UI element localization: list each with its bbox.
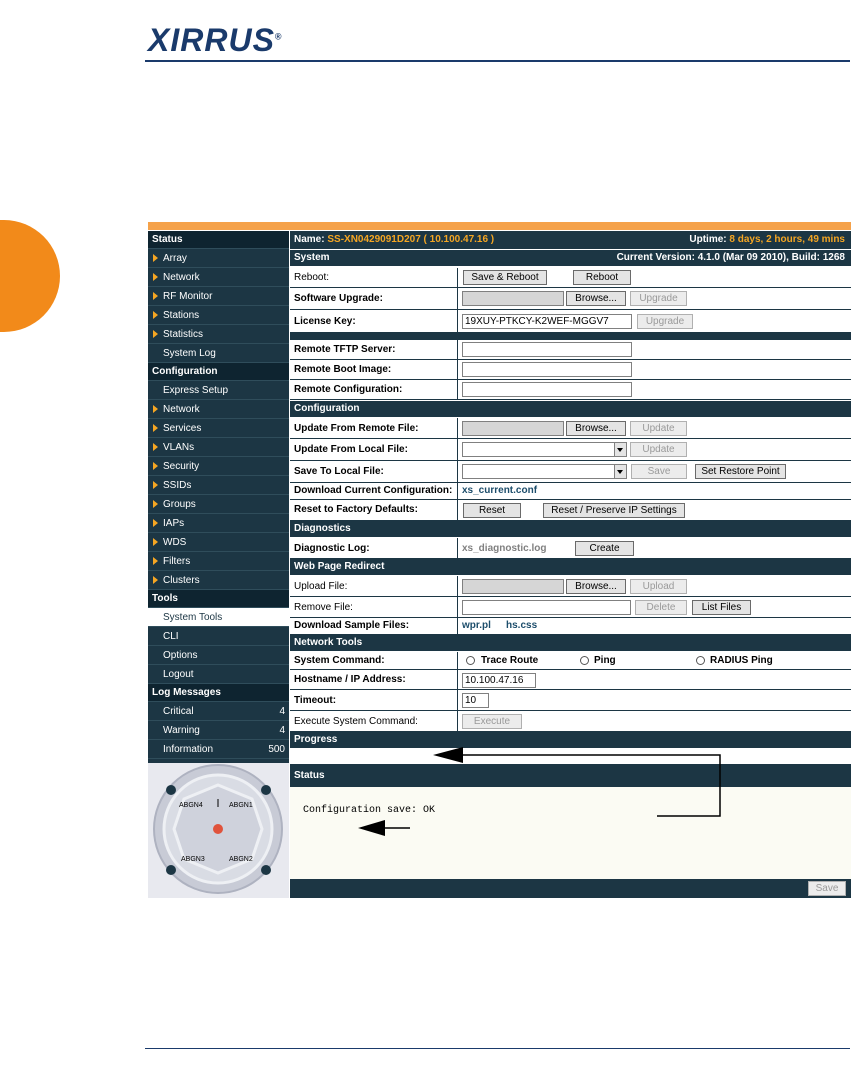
row-software-upgrade: Software Upgrade: Browse... Upgrade [290,288,851,310]
row-tftp-server: Remote TFTP Server: [290,340,851,360]
sidebar-item-label: Filters [163,556,191,567]
timeout-input[interactable]: 10 [462,693,489,708]
row-license-key: License Key: 19XUY-PTKCY-K2WEF-MGGV7 Upgrade [290,310,851,333]
upgrade-button[interactable]: Upgrade [630,291,687,306]
row-remote-configuration: Remote Configuration: [290,380,851,400]
trace-route-label: Trace Route [481,655,539,666]
sidebar-item-label: Network [163,272,200,283]
remote-update-button[interactable]: Update [630,421,687,436]
sidebar-item-label: RF Monitor [163,291,213,302]
row-remove-file: Remove File: Delete List Files [290,597,851,618]
row-update-remote: Update From Remote File: Browse... Update [290,418,851,439]
sidebar-item-label: VLANs [163,442,195,453]
map-label-abgn2: ABGN2 [229,856,253,863]
progress-callout-line [462,755,720,816]
reboot-button[interactable]: Reboot [573,270,631,285]
sidebar-item-label: Stations [163,310,200,321]
section-diagnostics: Diagnostics [290,521,851,537]
row-factory-reset: Reset to Factory Defaults: Reset Reset / Preserve IP Settings [290,500,851,521]
save-reboot-button[interactable]: Save & Reboot [463,270,547,285]
download-config-link[interactable]: xs_current.conf [462,485,538,496]
sidebar-item-label: Groups [163,499,196,510]
row-execute: Execute System Command: Execute [290,711,851,732]
sample-file-hs-link[interactable]: hs.css [506,620,538,631]
create-button[interactable]: Create [575,541,634,556]
log-count-badge: 4 [279,725,285,736]
delete-button[interactable]: Delete [635,600,687,615]
row-timeout: Timeout: 10 [290,690,851,711]
sidebar-item-label: System Log [163,348,216,359]
remote-browse-button[interactable]: Browse... [566,421,626,436]
sidebar-item-label: Logout [163,669,194,680]
status-message: Configuration save: OK [303,805,436,816]
row-upload-file: Upload File: Browse... Upload [290,576,851,597]
uptime-value: 8 days, 2 hours, 49 mins [729,234,845,245]
current-version: Current Version: 4.1.0 (Mar 09 2010), Build: 1268 [616,252,845,263]
section-network-tools: Network Tools [290,635,851,651]
sidebar-item-label: Statistics [163,329,204,340]
sidebar-item-label: Services [163,423,202,434]
row-sample-files: Download Sample Files: wpr.pl hs.css [290,618,851,635]
sidebar-item-label: Express Setup [163,385,229,396]
upload-button[interactable]: Upload [630,579,687,594]
row-diagnostic-log: Diagnostic Log: xs_diagnostic.log Create [290,538,851,559]
footer-rule [145,1048,850,1049]
row-reboot: Reboot: Save & Reboot Reboot [290,268,851,288]
row-update-local: Update From Local File: Update [290,439,851,461]
sidebar-item-label: Clusters [163,575,200,586]
row-boot-image: Remote Boot Image: [290,360,851,380]
section-progress: Progress [290,732,851,748]
reset-button[interactable]: Reset [463,503,521,518]
list-files-button[interactable]: List Files [692,600,751,615]
execute-button[interactable]: Execute [462,714,522,729]
log-count-badge: 500 [268,744,285,755]
sidebar-group-tools: Tools [148,590,289,608]
save-local-button[interactable]: Save [631,464,687,479]
sidebar-item-label: Options [163,650,198,661]
sidebar-item-label: Critical [163,706,194,717]
sidebar-group-configuration: Configuration [148,363,289,381]
section-web-page-redirect: Web Page Redirect [290,559,851,575]
map-label-abgn1: ABGN1 [229,802,253,809]
section-status: Status [290,765,851,787]
local-update-button[interactable]: Update [630,442,687,457]
reset-preserve-ip-button[interactable]: Reset / Preserve IP Settings [543,503,685,518]
sidebar-item-label: Warning [163,725,200,736]
row-download-config: Download Current Configuration: xs_current.conf [290,483,851,500]
set-restore-point-button[interactable]: Set Restore Point [695,464,786,479]
sidebar-group-status: Status [148,231,289,249]
radius-ping-label: RADIUS Ping [710,655,773,666]
license-key-input[interactable]: 19XUY-PTKCY-K2WEF-MGGV7 [462,314,632,329]
license-upgrade-button[interactable]: Upgrade [637,314,693,329]
section-system: System Current Version: 4.1.0 (Mar 09 2010), Build: 1268 [290,250,851,266]
sidebar-group-log-messages: Log Messages [148,684,289,702]
upload-browse-button[interactable]: Browse... [566,579,626,594]
sidebar-item-label: System Tools [163,612,223,623]
hostname-input[interactable]: 10.100.47.16 [462,673,536,688]
footer-save-button[interactable]: Save [808,881,846,896]
diagnostic-log-link[interactable]: xs_diagnostic.log [462,543,547,554]
sidebar-item-label: Security [163,461,200,472]
sample-file-wpr-link[interactable]: wpr.pl [462,620,491,631]
log-count-badge: 4 [279,706,285,717]
sidebar-item-label: SSIDs [163,480,192,491]
device-name: SS-XN0429091D207 ( 10.100.47.16 ) [327,234,495,245]
upgrade-browse-button[interactable]: Browse... [566,291,626,306]
row-system-command: System Command: Trace Route Ping RADIUS Ping [290,652,851,670]
progress-callout-arrowhead [433,747,463,763]
name-label: Name: [294,234,325,245]
uptime-label: Uptime: [689,234,727,245]
sidebar-item-label: WDS [163,537,187,548]
sidebar-item-label: Array [163,253,187,264]
sidebar-item-label: CLI [163,631,179,642]
section-configuration: Configuration [290,401,851,417]
xirrus-logo: XIRRUS® [148,22,283,58]
row-hostname: Hostname / IP Address: 10.100.47.16 [290,670,851,690]
ping-label: Ping [594,655,616,666]
map-label-abgn3: ABGN3 [181,856,205,863]
map-label-abgn4: ABGN4 [179,802,203,809]
sidebar-item-label: Network [163,404,200,415]
status-callout-arrowhead [358,820,385,836]
sidebar-item-label: Information [163,744,214,755]
row-save-local: Save To Local File: Save Set Restore Point [290,461,851,483]
sidebar-item-label: IAPs [163,518,185,529]
